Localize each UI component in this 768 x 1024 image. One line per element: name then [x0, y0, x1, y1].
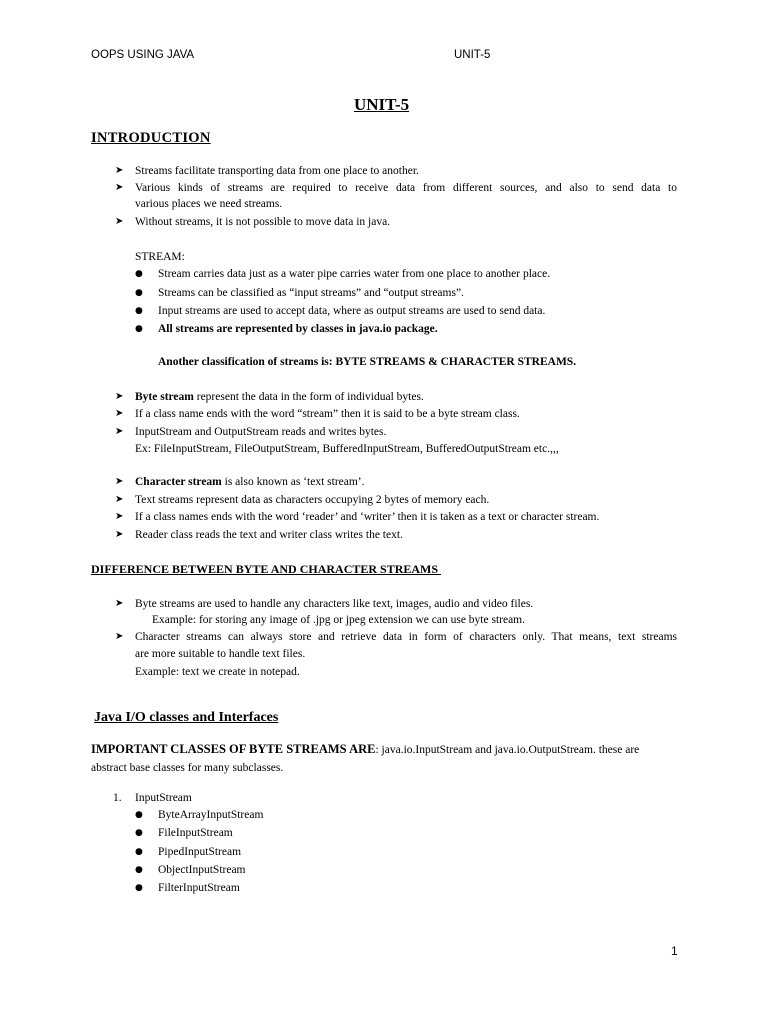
byte-stream-line: InputStream and OutputStream reads and writes bytes.	[135, 426, 387, 438]
important-rest: : java.io.InputStream and java.io.OutputStream. these are	[375, 744, 640, 756]
byte-stream-term: Byte stream	[135, 391, 194, 403]
arrow-bullet-icon: ➤	[115, 529, 124, 540]
subclass-item: ObjectInputStream	[158, 864, 246, 876]
dot-bullet-icon: ●	[135, 306, 143, 316]
subclass-item: FileInputStream	[158, 827, 233, 839]
arrow-bullet-icon: ➤	[115, 182, 124, 193]
char-stream-term: Character stream	[135, 476, 222, 488]
dot-bullet-icon: ●	[135, 865, 143, 875]
arrow-bullet-icon: ➤	[115, 476, 124, 487]
list-number: 1.	[113, 792, 122, 804]
arrow-bullet-icon: ➤	[115, 598, 124, 609]
dot-bullet-icon: ●	[135, 810, 143, 820]
arrow-bullet-icon: ➤	[115, 165, 124, 176]
dot-bullet-icon: ●	[135, 269, 143, 279]
stream-bullet-bold: All streams are represented by classes in java.io package.	[158, 323, 438, 335]
char-stream-line	[135, 474, 365, 490]
stream-bullet: Streams can be classified as “input streams” and “output streams”.	[158, 287, 464, 299]
arrow-bullet-icon: ➤	[115, 426, 124, 437]
dot-bullet-icon: ●	[135, 883, 143, 893]
stream-bullet: Stream carries data just as a water pipe carries water from one place to another place.	[158, 268, 551, 280]
subclass-item: ByteArrayInputStream	[158, 809, 264, 821]
intro-bullet: Various kinds of streams are required to receive data from different sources, and also to send data to	[135, 182, 677, 194]
page-number: 1	[671, 944, 678, 958]
dot-bullet-icon: ●	[135, 324, 143, 334]
io-heading: Java I/O classes and Interfaces	[94, 710, 279, 725]
arrow-bullet-icon: ➤	[115, 631, 124, 642]
difference-bullet: Byte streams are used to handle any characters like text, images, audio and video files.	[135, 598, 534, 610]
intro-heading: INTRODUCTION	[91, 130, 211, 146]
difference-bullet-cont: are more suitable to handle text files.	[135, 648, 306, 660]
classification-text: Another classification of streams is: BYTE STREAMS & CHARACTER STREAMS.	[158, 356, 577, 368]
list-title: InputStream	[135, 792, 192, 804]
dot-bullet-icon: ●	[135, 828, 143, 838]
subclass-item: FilterInputStream	[158, 882, 240, 894]
char-stream-line: If a class names ends with the word ‘reader’ and ‘writer’ then it is taken as a text or character stream.	[135, 511, 600, 523]
important-label: IMPORTANT CLASSES OF BYTE STREAMS ARE	[91, 742, 376, 756]
page-title: UNIT-5	[354, 95, 410, 114]
byte-stream-line: If a class name ends with the word “stream” then it is said to be a byte stream class.	[135, 408, 520, 420]
header-right: UNIT-5	[454, 49, 491, 61]
intro-bullet: Streams facilitate transporting data from one place to another.	[135, 165, 419, 177]
difference-example: Example: for storing any image of .jpg or jpeg extension we can use byte stream.	[152, 614, 526, 626]
byte-stream-example: Ex: FileInputStream, FileOutputStream, BufferedInputStream, BufferedOutputStream etc.,,,	[135, 443, 559, 455]
difference-example: Example: text we create in notepad.	[135, 666, 300, 678]
subclass-item: PipedInputStream	[158, 846, 242, 858]
difference-heading: DIFFERENCE BETWEEN BYTE AND CHARACTER STREAMS	[91, 562, 442, 576]
header-left: OOPS USING JAVA	[91, 49, 195, 61]
intro-bullet-cont: various places we need streams.	[135, 198, 283, 210]
arrow-bullet-icon: ➤	[115, 494, 124, 505]
byte-stream-desc: represent the data in the form of individual bytes.	[193, 391, 424, 403]
dot-bullet-icon: ●	[135, 847, 143, 857]
char-stream-line: Text streams represent data as characters occupying 2 bytes of memory each.	[135, 494, 490, 506]
stream-bullet: Input streams are used to accept data, where as output streams are used to send data.	[158, 305, 546, 317]
char-stream-line: Reader class reads the text and writer class writes the text.	[135, 529, 403, 541]
important-line	[91, 741, 639, 758]
dot-bullet-icon: ●	[135, 288, 143, 298]
arrow-bullet-icon: ➤	[115, 408, 124, 419]
arrow-bullet-icon: ➤	[115, 391, 124, 402]
byte-stream-line	[135, 389, 424, 405]
char-stream-desc: is also known as ‘text stream’.	[221, 476, 365, 488]
arrow-bullet-icon: ➤	[115, 511, 124, 522]
intro-bullet: Without streams, it is not possible to move data in java.	[135, 216, 391, 228]
difference-bullet: Character streams can always store and retrieve data in form of characters only. That means, text streams	[135, 631, 677, 643]
important-line-2: abstract base classes for many subclasses.	[91, 762, 284, 774]
arrow-bullet-icon: ➤	[115, 216, 124, 227]
stream-label: STREAM:	[135, 251, 185, 263]
